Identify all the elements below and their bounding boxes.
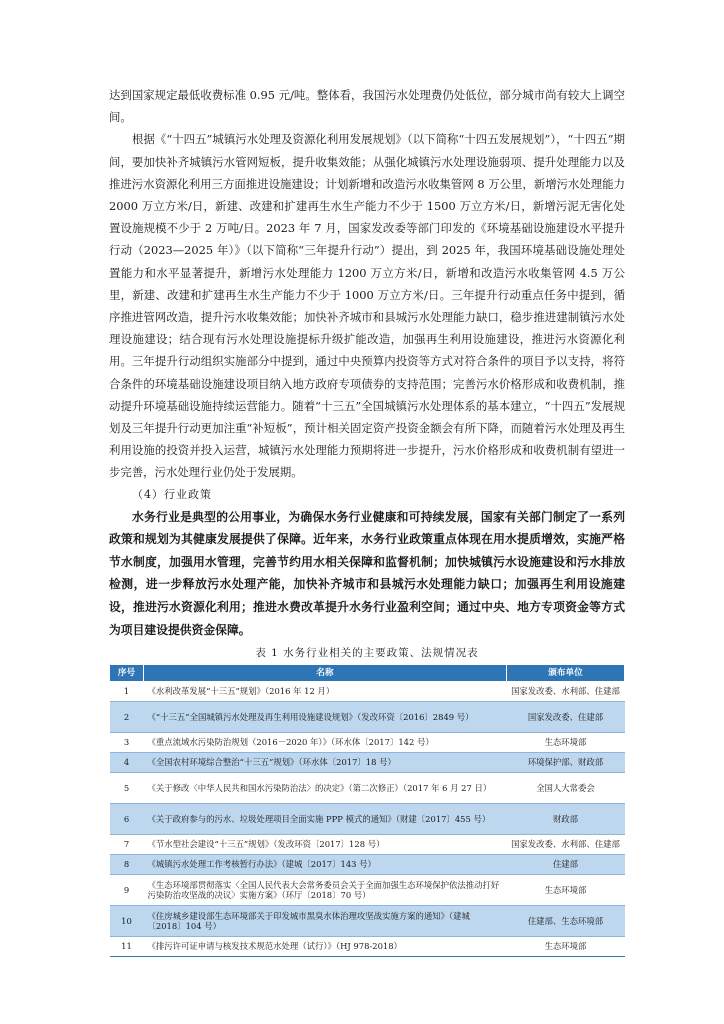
row-number: 8 bbox=[110, 855, 144, 875]
table-row bbox=[110, 937, 625, 957]
table-row bbox=[110, 855, 625, 875]
row-issuer: 环境保护部、财政部 bbox=[507, 753, 625, 773]
row-name: 《水利改革发展“十三五”规划》（2016 年 12 月） bbox=[144, 682, 507, 702]
table-row bbox=[110, 702, 625, 733]
row-name: 《重点流域水污染防治规划（2016－2020 年）》（环水体〔2017〕142 号） bbox=[144, 733, 507, 753]
paragraph-fee-level: 达到国家规定最低收费标准 0.95 元/吨。整体看，我国污水处理费仍处低位，部分城市尚有较大上调空间。 bbox=[109, 88, 625, 125]
table-row bbox=[110, 733, 625, 753]
table-row bbox=[110, 753, 625, 773]
row-name: 《全国农村环境综合整治“十三五”规划》（环水体〔2017〕18 号） bbox=[144, 753, 507, 773]
row-number: 7 bbox=[110, 835, 144, 855]
table-row bbox=[110, 875, 625, 906]
table-caption: 表 1 水务行业相关的主要政策、法规情况表 bbox=[255, 647, 479, 660]
row-number: 6 bbox=[110, 804, 144, 835]
table-header-row bbox=[110, 665, 625, 682]
row-issuer: 住建部 bbox=[507, 855, 625, 875]
row-issuer: 生态环境部 bbox=[507, 875, 625, 906]
row-name: 《城镇污水处理工作考核暂行办法》（建城〔2017〕143 号） bbox=[144, 855, 507, 875]
row-number: 11 bbox=[110, 937, 144, 957]
table-row bbox=[110, 682, 625, 702]
header-number: 序号 bbox=[110, 665, 144, 682]
row-number: 4 bbox=[110, 753, 144, 773]
header-name: 名称 bbox=[144, 665, 507, 682]
row-issuer: 财政部 bbox=[507, 804, 625, 835]
row-name: 《节水型社会建设“十三五”规划》（发改环资〔2017〕128 号） bbox=[144, 835, 507, 855]
row-name: 《排污许可证申请与核发技术规范水处理（试行）》（HJ 978-2018） bbox=[144, 937, 507, 957]
table-row bbox=[110, 835, 625, 855]
paragraph-policy-summary: 水务行业是典型的公用事业，为确保水务行业健康和可持续发展，国家有关部门制定了一系列政策和规划为其健康发展提供了保障。近年来，水务行业政策重点体现在用水提质增效，实施严格节水制度，加强用水管理，完善节约用水相关保障和监督机制；加快城镇污水设施建设和污水排放检测，进一步释放污水处理产能，加快补齐城市和县城污水处理能力缺口；加强再生利用设施建设，推进污水资源化利用；推进水费改革提升水务行业盈利空间；通过中央、地方专项资金等方式为项目建设提供资金保障。 bbox=[109, 509, 625, 637]
row-number: 3 bbox=[110, 733, 144, 753]
row-number: 5 bbox=[110, 773, 144, 804]
table-row bbox=[110, 906, 625, 937]
row-number: 1 bbox=[110, 682, 144, 702]
page-content bbox=[109, 84, 625, 957]
policy-table bbox=[109, 664, 625, 957]
row-issuer: 国家发改委、水利部、住建部 bbox=[507, 682, 625, 702]
row-issuer: 国家发改委、住建部 bbox=[507, 702, 625, 733]
row-name: 《关于政府参与的污水、垃圾处理项目全面实施 PPP 模式的通知》（财建〔2017〕455 号） bbox=[144, 804, 507, 835]
header-issuer: 颁布单位 bbox=[507, 665, 625, 682]
row-issuer: 住建部、生态环境部 bbox=[507, 906, 625, 937]
row-name: 《生态环境部贯彻落实〈全国人民代表大会常务委员会关于全面加强生态环境保护依法推动打好污染防治攻坚战的决议〉实施方案》（环厅〔2018〕70 号） bbox=[144, 875, 507, 906]
row-number: 10 bbox=[110, 906, 144, 937]
paragraph-development-plan: 根据《“十四五”城镇污水处理及资源化利用发展规划》（以下简称“十四五发展规划”），“十四五”期间，要加快补齐城镇污水管网短板，提升收集效能；从强化城镇污水处理设施弱项、提升处理能力以及推进污水资源化利用三方面推进设施建设；计划新增和改造污水收集管网 8 万公里，新增污水处理能力 2000 万立方米/日，新建、改建和扩建再生水生产能力不少于 1500 万立方米/日，新增污泥无害化处置设施规模不少于 2 万吨/日。2023 年 7 月，国家发改委等部门印发的《环境基础设施建设水平提升行动（2023—2025 年）》（以下简称“三年提升行动”）提出，到 2025 年，我国环境基础设施处理处置能力和水平显著提升，新增污水处理能力 1200 万立方米/日，新增和改造污水收集管网 4.5 万公里，新建、改建和扩建再生水生产能力不少于 1000 万立方米/日。三年提升行动重点任务中提到，循序推进管网改造，提升污水收集效能；加快补齐城市和县城污水处理能力缺口，稳步推进建制镇污水处理设施建设；结合现有污水处理设施提标升级扩能改造，加强再生利用设施建设，推进污水资源化利用。三年提升行动组织实施部分中提到，通过中央预算内投资等方式对符合条件的项目予以支持，将符合条件的环境基础设施建设项目纳入地方政府专项债券的支持范围；完善污水价格形成和收费机制，推动提升环境基础设施持续运营能力。随着“十三五”全国城镇污水处理体系的基本建立，“十四五”发展规划及三年提升行动更加注重“补短板”，预计相关固定资产投资金额会有所下降，而随着污水处理及再生利用设施的投资并投入运营，城镇污水处理能力预期将进一步提升，污水价格形成和收费机制有望进一步完善，污水处理行业仍处于发展期。 bbox=[109, 132, 625, 480]
row-name: 《“十三五”全国城镇污水处理及再生利用设施建设规划》（发改环资〔2016〕2849 号） bbox=[144, 702, 507, 733]
row-issuer: 生态环境部 bbox=[507, 937, 625, 957]
row-issuer: 全国人大常委会 bbox=[507, 773, 625, 804]
row-issuer: 国家发改委、水利部、住建部 bbox=[507, 835, 625, 855]
row-name: 《住房城乡建设部生态环境部关于印发城市黑臭水体治理攻坚战实施方案的通知》（建城〔2018〕104 号） bbox=[144, 906, 507, 937]
row-name: 《关于修改〈中华人民共和国水污染防治法〉的决定》（第二次修正）（2017 年 6 月 27 日） bbox=[144, 773, 507, 804]
row-number: 2 bbox=[110, 702, 144, 733]
row-issuer: 生态环境部 bbox=[507, 733, 625, 753]
section-heading-industry-policy: （4）行业政策 bbox=[132, 487, 212, 501]
row-number: 9 bbox=[110, 875, 144, 906]
table-row bbox=[110, 773, 625, 804]
table-row bbox=[110, 804, 625, 835]
